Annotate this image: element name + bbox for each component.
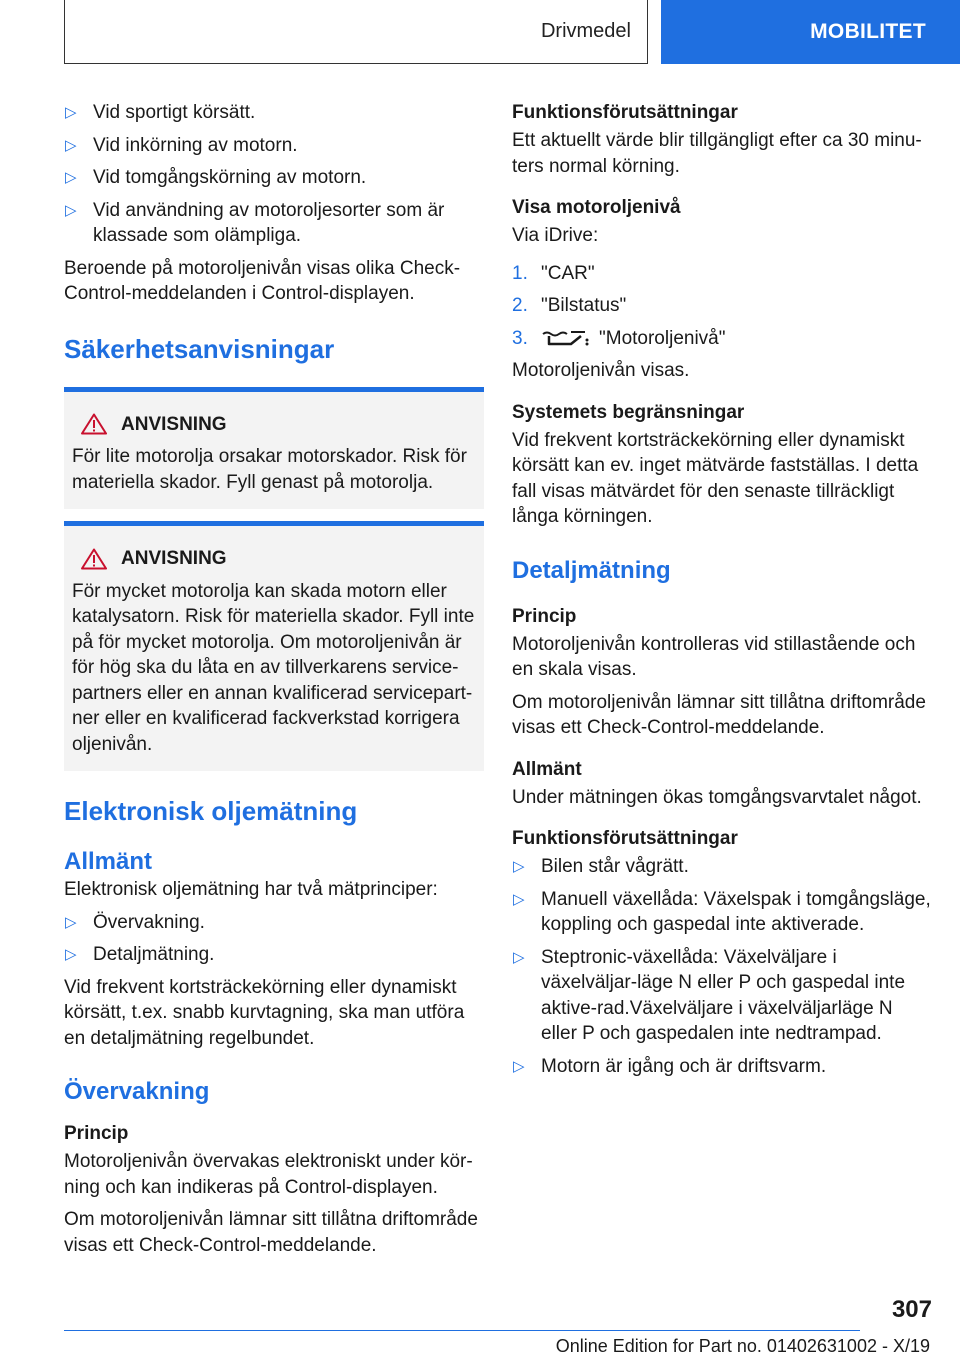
detail-requirements-list <box>512 854 932 1079</box>
principle-paragraph: Motoroljenivån övervakas elektroniskt under kör-ning och kan indikeras på Control-displayen. <box>64 1151 473 1198</box>
general-heading: Allmänt <box>64 848 153 875</box>
principle-paragraph-2: Om motoroljenivån lämnar sitt tillåtna driftområde visas ett Check-Control-meddelande. <box>64 1209 478 1256</box>
detail-measurement-heading: Detaljmätning <box>512 556 671 584</box>
via-idrive-text: Via iDrive: <box>512 225 599 246</box>
system-limits-paragraph: Vid frekvent kortsträckekörning eller dynamiskt körsätt kan ev. inget mätvärde fastställas. I detta fall visas mätvärdet för den senaste tillräckligt långa körningen. <box>512 429 919 527</box>
general-paragraph-2: Vid frekvent kortsträckekörning eller dynamiskt körsätt, t.ex. snabb kurvtagning, ska man utföra en detaljmätning regelbundet. <box>64 976 465 1049</box>
principle-bullet-list <box>64 910 484 968</box>
oil-level-shown-text: Motoroljenivån visas. <box>512 360 690 381</box>
left-column <box>64 100 484 1265</box>
detail-principle-paragraph: Motoroljenivån kontrolleras vid stillastående och en skala visas. <box>512 633 916 680</box>
warning-triangle-icon <box>81 548 107 570</box>
safety-heading: Säkerhetsanvisningar <box>64 333 335 364</box>
electronic-measurement-heading: Elektronisk oljemätning <box>64 796 358 826</box>
list-item: 2. "Bilstatus" <box>512 295 627 316</box>
triangle-bullet-icon: ▷ <box>65 946 77 963</box>
triangle-bullet-icon: ▷ <box>513 858 525 875</box>
right-column <box>512 100 932 1086</box>
triangle-bullet-icon: ▷ <box>65 913 77 931</box>
list-item: ▷ Vid sportigt körsätt. <box>64 100 484 126</box>
warning-text: För lite motorolja orsakar motorskador. Risk för materiella skador. Fyll genast på motorolja. <box>72 446 467 493</box>
list-item: ▷ Detaljmätning. <box>64 942 484 968</box>
page-number: 307 <box>891 1296 932 1323</box>
detail-function-requirements-label: Funktionsförutsättningar <box>512 828 738 849</box>
warning-triangle-icon <box>81 413 107 435</box>
header-section-box <box>64 0 648 64</box>
function-requirements-label: Funktionsförutsättningar <box>512 102 738 123</box>
principle-label: Princip <box>64 1123 129 1144</box>
monitoring-heading: Övervakning <box>64 1078 210 1105</box>
warning-label: ANVISNING <box>121 548 227 569</box>
intro-bullet-list <box>64 100 484 249</box>
triangle-bullet-icon: ▷ <box>513 890 525 908</box>
warning-box-1 <box>64 387 484 510</box>
header-chapter-tab[interactable] <box>661 0 960 64</box>
general-paragraph: Elektronisk oljemätning har två mätprinciper: <box>64 879 438 900</box>
system-limits-label: Systemets begränsningar <box>512 401 745 423</box>
detail-general-paragraph: Under mätningen ökas tomgångsvarvtalet något. <box>512 786 922 808</box>
list-item: ▷ Övervakning. <box>64 910 484 936</box>
triangle-bullet-icon: ▷ <box>65 169 77 186</box>
list-item: ▷ Vid tomgångskörning av motorn. <box>64 165 484 191</box>
detail-general-label: Allmänt <box>512 758 582 780</box>
triangle-bullet-icon: ▷ <box>65 136 77 154</box>
warning-text: För mycket motorolja kan skada motorn eller katalysatorn. Risk för materiella skador. Fyll inte på för mycket motorolja. Om motoroljenivån är för hög ska du låta en av tillverkarens service-partners eller en annan kvalificerad servicepart-ner eller en kvalificerad fackverkstad korrigera oljenivån. <box>72 580 475 755</box>
detail-principle-label: Princip <box>512 605 577 627</box>
list-item: ▷ Vid användning av motoroljesorter som är klassade som olämpliga. <box>65 199 445 246</box>
function-requirements-paragraph: Ett aktuellt värde blir tillgängligt efter ca 30 minu-ters normal körning. <box>512 130 922 177</box>
detail-principle-paragraph-2: Om motoroljenivån lämnar sitt tillåtna driftområde visas ett Check-Control-meddelande. <box>512 691 926 738</box>
triangle-bullet-icon: ▷ <box>65 104 77 121</box>
list-item: ▷ Steptronic-växellåda: Växelväljare i växelväljar-läge N eller P och gaspedal inte aktive-rad.Växelväljare i växelväljarläge N eller P och gaspedalen inte nedtrampad. <box>513 946 906 1044</box>
list-item: ▷ Bilen står vågrätt. <box>512 854 932 880</box>
intro-paragraph: Beroende på motoroljenivån visas olika Check-Control-meddelanden i Control-displayen. <box>64 257 461 304</box>
header-chapter-title: MOBILITET <box>810 20 926 43</box>
triangle-bullet-icon: ▷ <box>513 948 525 966</box>
show-oil-level-label: Visa motoroljenivå <box>512 197 681 218</box>
triangle-bullet-icon: ▷ <box>65 201 77 219</box>
footer-divider <box>64 1330 860 1331</box>
triangle-bullet-icon: ▷ <box>513 1057 525 1075</box>
oil-dipstick-icon <box>541 328 589 348</box>
idrive-steps-list <box>512 261 932 352</box>
warning-box-2 <box>64 521 484 771</box>
list-item: 1. "CAR" <box>512 262 595 284</box>
footer-edition-text: Online Edition for Part no. 01402631002 - X/19 <box>555 1336 930 1356</box>
list-item: 3. "Motoroljenivå" <box>512 327 726 349</box>
warning-label: ANVISNING <box>121 413 227 435</box>
header-section-title: Drivmedel <box>540 20 631 42</box>
list-item: ▷ Motorn är igång och är driftsvarm. <box>512 1054 932 1080</box>
list-item: ▷ Vid inkörning av motorn. <box>64 133 484 159</box>
list-item: ▷ Manuell växellåda: Växelspak i tomgångsläge, koppling och gaspedal inte aktiverade. <box>513 888 931 935</box>
